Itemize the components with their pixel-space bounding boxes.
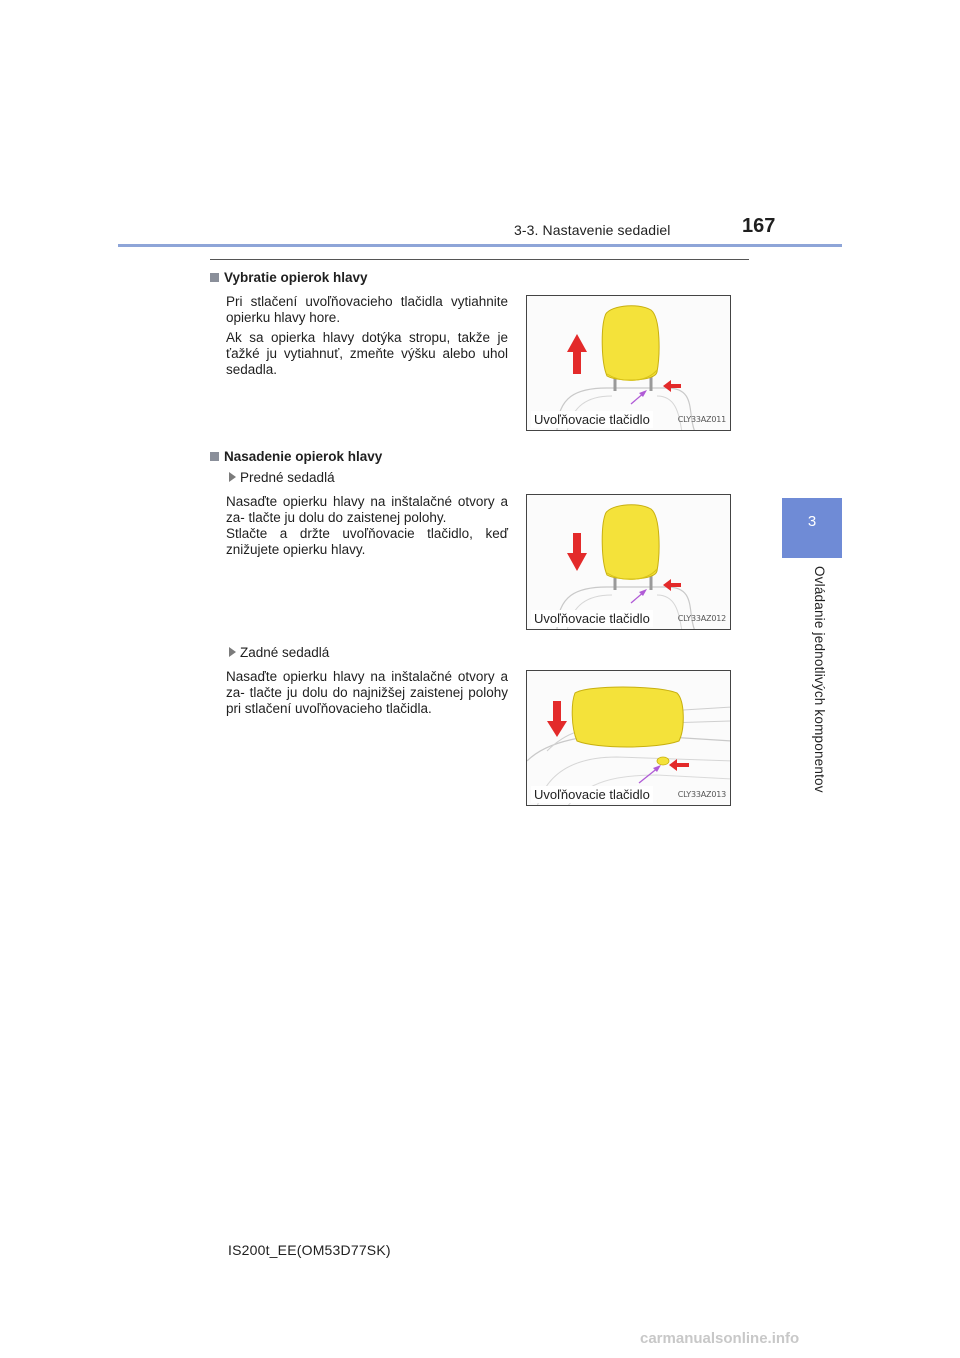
page-number: 167 — [742, 215, 776, 237]
heading-install-headrest: Nasadenie opierok hlavy — [210, 449, 382, 464]
figure-rear-seats — [526, 670, 731, 806]
figure-code: CLY33AZ012 — [677, 614, 726, 623]
down-arrow-icon — [547, 701, 567, 737]
heading-remove-headrest: Vybratie opierok hlavy — [210, 270, 368, 285]
content-rule — [210, 259, 749, 260]
square-bullet-icon — [210, 452, 219, 461]
triangle-bullet-icon — [229, 472, 236, 482]
up-arrow-icon — [567, 334, 587, 374]
square-bullet-icon — [210, 273, 219, 282]
figure-label: Uvoľňovacie tlačidlo — [531, 786, 653, 803]
down-arrow-icon — [567, 533, 587, 571]
figure-code: CLY33AZ013 — [677, 790, 726, 799]
document-code: IS200t_EE(OM53D77SK) — [228, 1242, 391, 1258]
figure-label: Uvoľňovacie tlačidlo — [531, 411, 653, 428]
watermark: carmanualsonline.info — [640, 1330, 800, 1347]
figure-front-seats — [526, 494, 731, 630]
figure-code: CLY33AZ011 — [677, 415, 726, 424]
chapter-title: Ovládanie jednotlivých komponentov — [812, 566, 827, 793]
figure-label: Uvoľňovacie tlačidlo — [531, 610, 653, 627]
chapter-number: 3 — [807, 513, 817, 530]
header-rule — [118, 244, 842, 247]
release-arrow-icon — [669, 759, 689, 771]
triangle-bullet-icon — [229, 647, 236, 657]
section-title: 3-3. Nastavenie sedadiel — [514, 222, 671, 238]
figure-remove-headrest — [526, 295, 731, 431]
paragraph-rear-seats: Nasaďte opierku hlavy na inštalačné otvory a za- tlačte ju dolu do najnižšej zaistenej polohy pri stlačení uvoľňovacieho tlačidla. — [226, 669, 508, 716]
paragraph-remove-headrest: Pri stlačení uvoľňovacieho tlačidla vytiahnite opierku hlavy hore. Ak sa opierka hlavy dotýka stropu, takže je ťažké ju vytiahnuť, zmeňte výšku alebo uhol sedadla. — [226, 294, 508, 377]
paragraph-front-seats: Nasaďte opierku hlavy na inštalačné otvory a za- tlačte ju dolu do zaistenej polohy. Stlačte a držte uvoľňovacie tlačidlo, keď znižujete opierku hlavy. — [226, 494, 508, 557]
bullet-front-seats: Predné sedadlá — [229, 470, 335, 485]
bullet-rear-seats: Zadné sedadlá — [229, 645, 329, 660]
